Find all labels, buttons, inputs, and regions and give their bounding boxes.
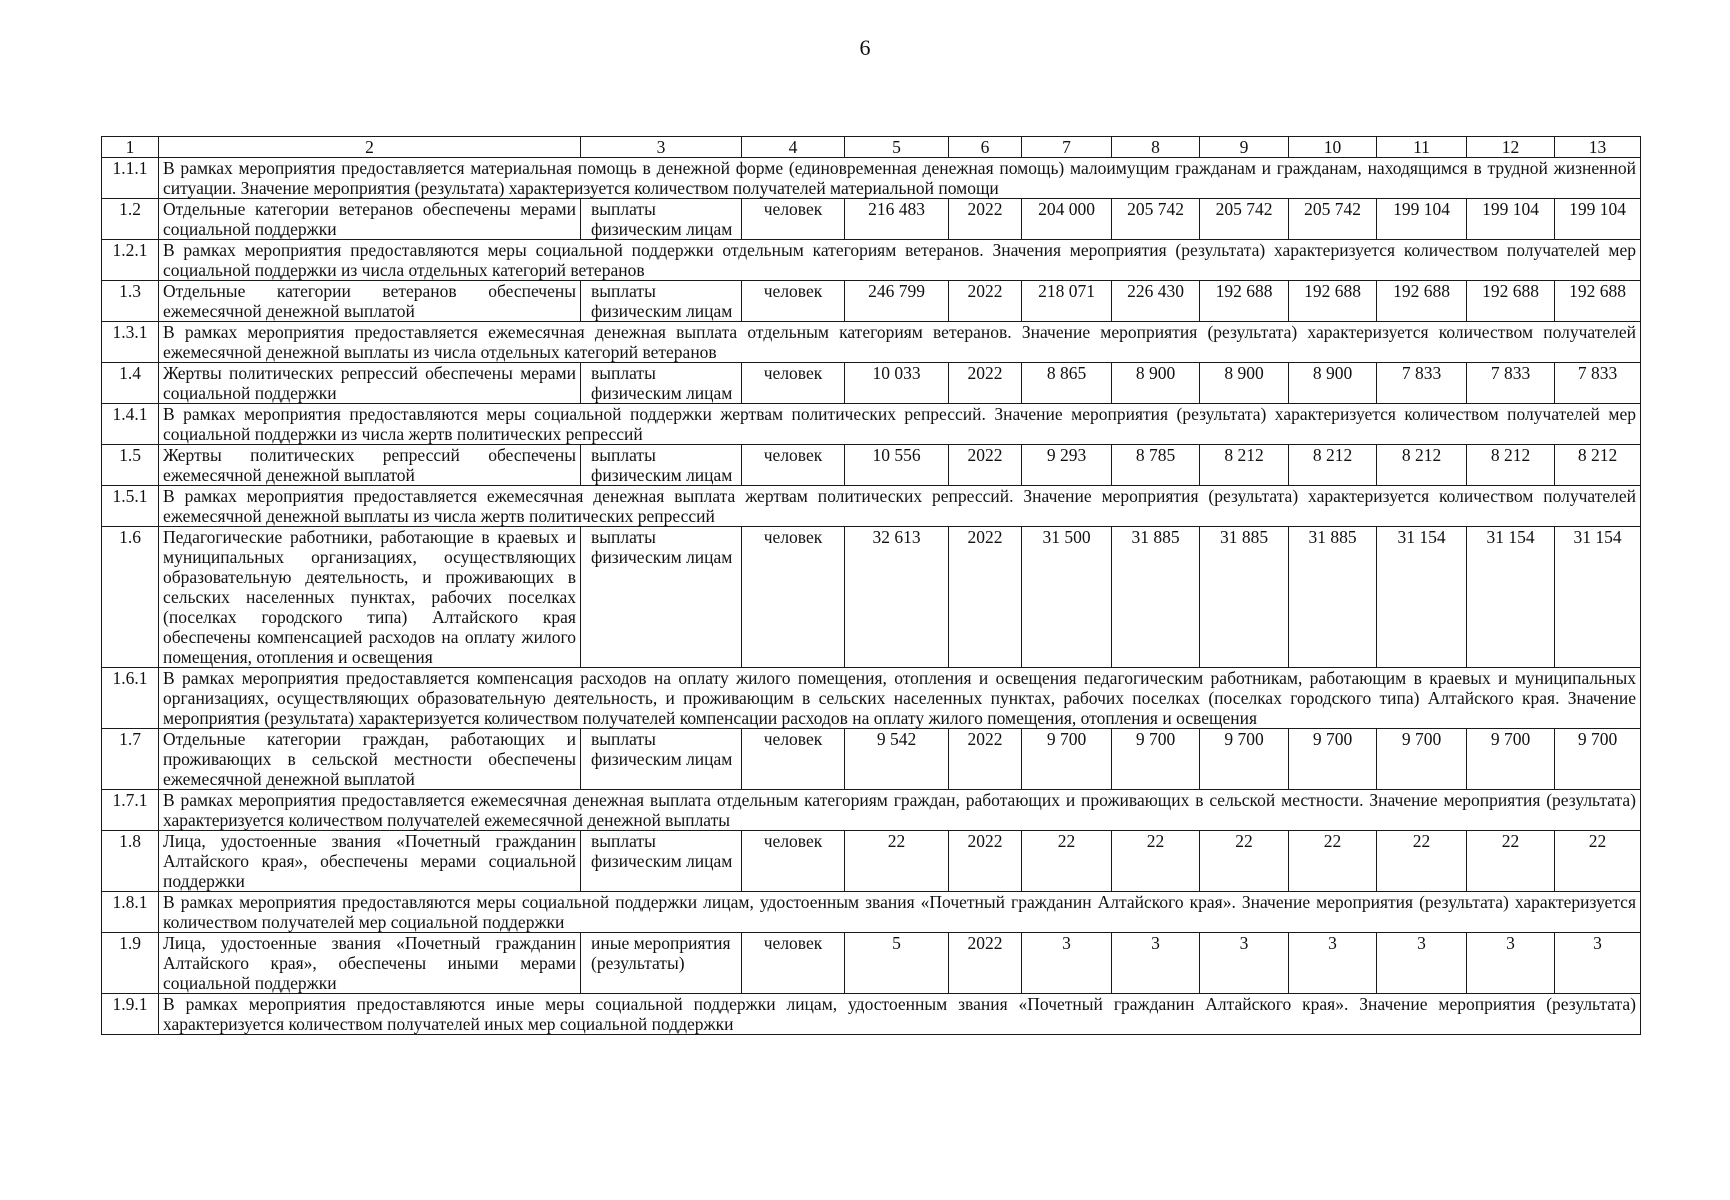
value-cell: 22 [1467, 831, 1555, 892]
value-cell: 2022 [949, 527, 1022, 668]
description-row [102, 486, 1641, 527]
value-cell: 8 212 [1467, 445, 1555, 486]
indicator-name: Лица, удостоенные звания «Почетный гражданин Алтайского края», обеспечены иными мерами социальной поддержки [159, 933, 581, 994]
value-cell: 8 900 [1200, 363, 1289, 404]
column-header: 6 [949, 137, 1022, 158]
result-type: выплаты физическим лицам [581, 729, 742, 790]
value-cell: 22 [1200, 831, 1289, 892]
row-number: 1.3.1 [102, 322, 159, 363]
description-text: В рамках мероприятия предоставляются иные меры социальной поддержки лицам, удостоенным звания «Почетный гражданин Алтайского края». Значение мероприятия (результата) характеризуется количеством получателей иных мер социальной поддержки [159, 994, 1641, 1035]
description-text: В рамках мероприятия предоставляется ежемесячная денежная выплата жертвам политических репрессий. Значение мероприятия (результата) характеризуется количеством получателей ежемесячной денежной выплаты из числа жертв политических репрессий [159, 486, 1641, 527]
unit-cell: человек [742, 363, 845, 404]
value-cell: 31 885 [1200, 527, 1289, 668]
value-cell: 226 430 [1112, 281, 1200, 322]
description-text: В рамках мероприятия предоставляются меры социальной поддержки жертвам политических репрессий. Значение мероприятия (результата) характеризуется количеством получателей мер социальной поддержки из числа жертв политических репрессий [159, 404, 1641, 445]
value-cell: 9 700 [1112, 729, 1200, 790]
value-cell: 192 688 [1200, 281, 1289, 322]
value-cell: 8 212 [1200, 445, 1289, 486]
unit-cell: человек [742, 933, 845, 994]
value-cell: 199 104 [1467, 199, 1555, 240]
description-row [102, 668, 1641, 729]
value-cell: 218 071 [1022, 281, 1112, 322]
value-cell: 192 688 [1555, 281, 1641, 322]
row-number: 1.7 [102, 729, 159, 790]
result-type: выплаты физическим лицам [581, 199, 742, 240]
description-row [102, 994, 1641, 1035]
value-cell: 3 [1555, 933, 1641, 994]
description-text: В рамках мероприятия предоставляются меры социальной поддержки отдельным категориям ветеранов. Значения мероприятия (результата) характеризуется количеством получателей мер социальной поддержки из числа отдельных категорий ветеранов [159, 240, 1641, 281]
value-cell: 31 500 [1022, 527, 1112, 668]
result-type: выплаты физическим лицам [581, 363, 742, 404]
value-cell: 3 [1022, 933, 1112, 994]
value-cell: 9 700 [1200, 729, 1289, 790]
value-cell: 3 [1289, 933, 1377, 994]
value-cell: 22 [1289, 831, 1377, 892]
value-cell: 22 [1377, 831, 1467, 892]
result-type: выплаты физическим лицам [581, 831, 742, 892]
value-cell: 31 885 [1112, 527, 1200, 668]
description-row [102, 404, 1641, 445]
indicator-name: Отдельные категории ветеранов обеспечены ежемесячной денежной выплатой [159, 281, 581, 322]
indicator-row [102, 527, 1641, 668]
row-number: 1.9 [102, 933, 159, 994]
value-cell: 204 000 [1022, 199, 1112, 240]
value-cell: 199 104 [1377, 199, 1467, 240]
indicator-row [102, 199, 1641, 240]
value-cell: 192 688 [1467, 281, 1555, 322]
value-cell: 10 033 [845, 363, 949, 404]
value-cell: 2022 [949, 933, 1022, 994]
value-cell: 31 154 [1467, 527, 1555, 668]
value-cell: 5 [845, 933, 949, 994]
value-cell: 8 212 [1377, 445, 1467, 486]
column-header: 3 [581, 137, 742, 158]
description-row [102, 158, 1641, 199]
unit-cell: человек [742, 729, 845, 790]
result-type: выплаты физическим лицам [581, 445, 742, 486]
indicator-row [102, 729, 1641, 790]
value-cell: 2022 [949, 281, 1022, 322]
value-cell: 9 700 [1555, 729, 1641, 790]
unit-cell: человек [742, 199, 845, 240]
value-cell: 3 [1377, 933, 1467, 994]
value-cell: 216 483 [845, 199, 949, 240]
row-number: 1.8.1 [102, 892, 159, 933]
result-type: выплаты физическим лицам [581, 281, 742, 322]
row-number: 1.6 [102, 527, 159, 668]
column-header: 5 [845, 137, 949, 158]
value-cell: 2022 [949, 363, 1022, 404]
value-cell: 32 613 [845, 527, 949, 668]
indicator-row [102, 831, 1641, 892]
value-cell: 10 556 [845, 445, 949, 486]
indicator-row [102, 933, 1641, 994]
row-number: 1.2.1 [102, 240, 159, 281]
row-number: 1.8 [102, 831, 159, 892]
indicator-row [102, 363, 1641, 404]
unit-cell: человек [742, 527, 845, 668]
row-number: 1.2 [102, 199, 159, 240]
value-cell: 22 [1555, 831, 1641, 892]
column-header: 11 [1377, 137, 1467, 158]
value-cell: 8 212 [1555, 445, 1641, 486]
value-cell: 9 700 [1289, 729, 1377, 790]
value-cell: 205 742 [1200, 199, 1289, 240]
column-header: 9 [1200, 137, 1289, 158]
indicator-name: Отдельные категории ветеранов обеспечены мерами социальной поддержки [159, 199, 581, 240]
value-cell: 9 542 [845, 729, 949, 790]
value-cell: 7 833 [1377, 363, 1467, 404]
description-text: В рамках мероприятия предоставляется ежемесячная денежная выплата отдельным категориям ветеранов. Значение мероприятия (результата) характеризуется количеством получателей ежемесячной денежной выплаты из числа отдельных категорий ветеранов [159, 322, 1641, 363]
value-cell: 199 104 [1555, 199, 1641, 240]
indicator-name: Жертвы политических репрессий обеспечены ежемесячной денежной выплатой [159, 445, 581, 486]
value-cell: 22 [1022, 831, 1112, 892]
value-cell: 3 [1112, 933, 1200, 994]
result-type: иные мероприятия (результаты) [581, 933, 742, 994]
row-number: 1.3 [102, 281, 159, 322]
value-cell: 8 865 [1022, 363, 1112, 404]
value-cell: 2022 [949, 199, 1022, 240]
value-cell: 8 212 [1289, 445, 1377, 486]
column-header: 4 [742, 137, 845, 158]
value-cell: 3 [1467, 933, 1555, 994]
value-cell: 7 833 [1555, 363, 1641, 404]
value-cell: 192 688 [1377, 281, 1467, 322]
column-header: 10 [1289, 137, 1377, 158]
unit-cell: человек [742, 445, 845, 486]
value-cell: 8 785 [1112, 445, 1200, 486]
description-text: В рамках мероприятия предоставляется ежемесячная денежная выплата отдельным категориям граждан, работающих и проживающих в сельской местности. Значение мероприятия (результата) характеризуется количеством получателей ежемесячной денежной выплаты [159, 790, 1641, 831]
value-cell: 9 700 [1467, 729, 1555, 790]
value-cell: 2022 [949, 729, 1022, 790]
row-number: 1.4 [102, 363, 159, 404]
indicator-row [102, 445, 1641, 486]
value-cell: 2022 [949, 445, 1022, 486]
description-text: В рамках мероприятия предоставляется компенсация расходов на оплату жилого помещения, отопления и освещения педагогическим работникам, работающим в краевых и муниципальных организациях, осуществляющих образовательную деятельность, и проживающим в сельских населенных пунктах, рабочих поселках (поселках городского типа) Алтайского края. Значение мероприятия (результата) характеризуется количеством получателей компенсации расходов на оплату жилого помещения, отопления и освещения [159, 668, 1641, 729]
row-number: 1.1.1 [102, 158, 159, 199]
value-cell: 8 900 [1112, 363, 1200, 404]
value-cell: 22 [1112, 831, 1200, 892]
unit-cell: человек [742, 281, 845, 322]
description-row [102, 790, 1641, 831]
indicator-name: Жертвы политических репрессий обеспечены мерами социальной поддержки [159, 363, 581, 404]
page-number: 6 [859, 35, 871, 60]
value-cell: 31 885 [1289, 527, 1377, 668]
value-cell: 205 742 [1289, 199, 1377, 240]
row-number: 1.5.1 [102, 486, 159, 527]
result-type: выплаты физическим лицам [581, 527, 742, 668]
value-cell: 31 154 [1555, 527, 1641, 668]
column-header: 12 [1467, 137, 1555, 158]
unit-cell: человек [742, 831, 845, 892]
value-cell: 8 900 [1289, 363, 1377, 404]
description-text: В рамках мероприятия предоставляется материальная помощь в денежной форме (единовременная денежная помощь) малоимущим гражданам и гражданам, находящимся в трудной жизненной ситуации. Значение мероприятия (результата) характеризуется количеством получателей материальной помощи [159, 158, 1641, 199]
value-cell: 9 700 [1377, 729, 1467, 790]
value-cell: 9 293 [1022, 445, 1112, 486]
row-number: 1.6.1 [102, 668, 159, 729]
description-row [102, 240, 1641, 281]
column-header: 8 [1112, 137, 1200, 158]
value-cell: 22 [845, 831, 949, 892]
column-header: 1 [102, 137, 159, 158]
value-cell: 9 700 [1022, 729, 1112, 790]
column-header: 7 [1022, 137, 1112, 158]
value-cell: 2022 [949, 831, 1022, 892]
row-number: 1.4.1 [102, 404, 159, 445]
indicator-name: Лица, удостоенные звания «Почетный гражданин Алтайского края», обеспечены мерами социальной поддержки [159, 831, 581, 892]
value-cell: 246 799 [845, 281, 949, 322]
row-number: 1.7.1 [102, 790, 159, 831]
description-text: В рамках мероприятия предоставляются меры социальной поддержки лицам, удостоенным звания «Почетный гражданин Алтайского края». Значение мероприятия (результата) характеризуется количеством получателей мер социальной поддержки [159, 892, 1641, 933]
indicator-row [102, 281, 1641, 322]
description-row [102, 322, 1641, 363]
value-cell: 192 688 [1289, 281, 1377, 322]
indicator-name: Педагогические работники, работающие в краевых и муниципальных организациях, осуществляющих образовательную деятельность, и проживающих в сельских населенных пунктах, рабочих поселках (поселках городского типа) Алтайского края обеспечены компенсацией расходов на оплату жилого помещения, отопления и освещения [159, 527, 581, 668]
column-header: 2 [159, 137, 581, 158]
row-number: 1.9.1 [102, 994, 159, 1035]
value-cell: 205 742 [1112, 199, 1200, 240]
row-number: 1.5 [102, 445, 159, 486]
header-row [102, 137, 1641, 158]
description-row [102, 892, 1641, 933]
indicators-table [101, 136, 1641, 1035]
indicator-name: Отдельные категории граждан, работающих и проживающих в сельской местности обеспечены ежемесячной денежной выплатой [159, 729, 581, 790]
value-cell: 3 [1200, 933, 1289, 994]
value-cell: 31 154 [1377, 527, 1467, 668]
column-header: 13 [1555, 137, 1641, 158]
value-cell: 7 833 [1467, 363, 1555, 404]
